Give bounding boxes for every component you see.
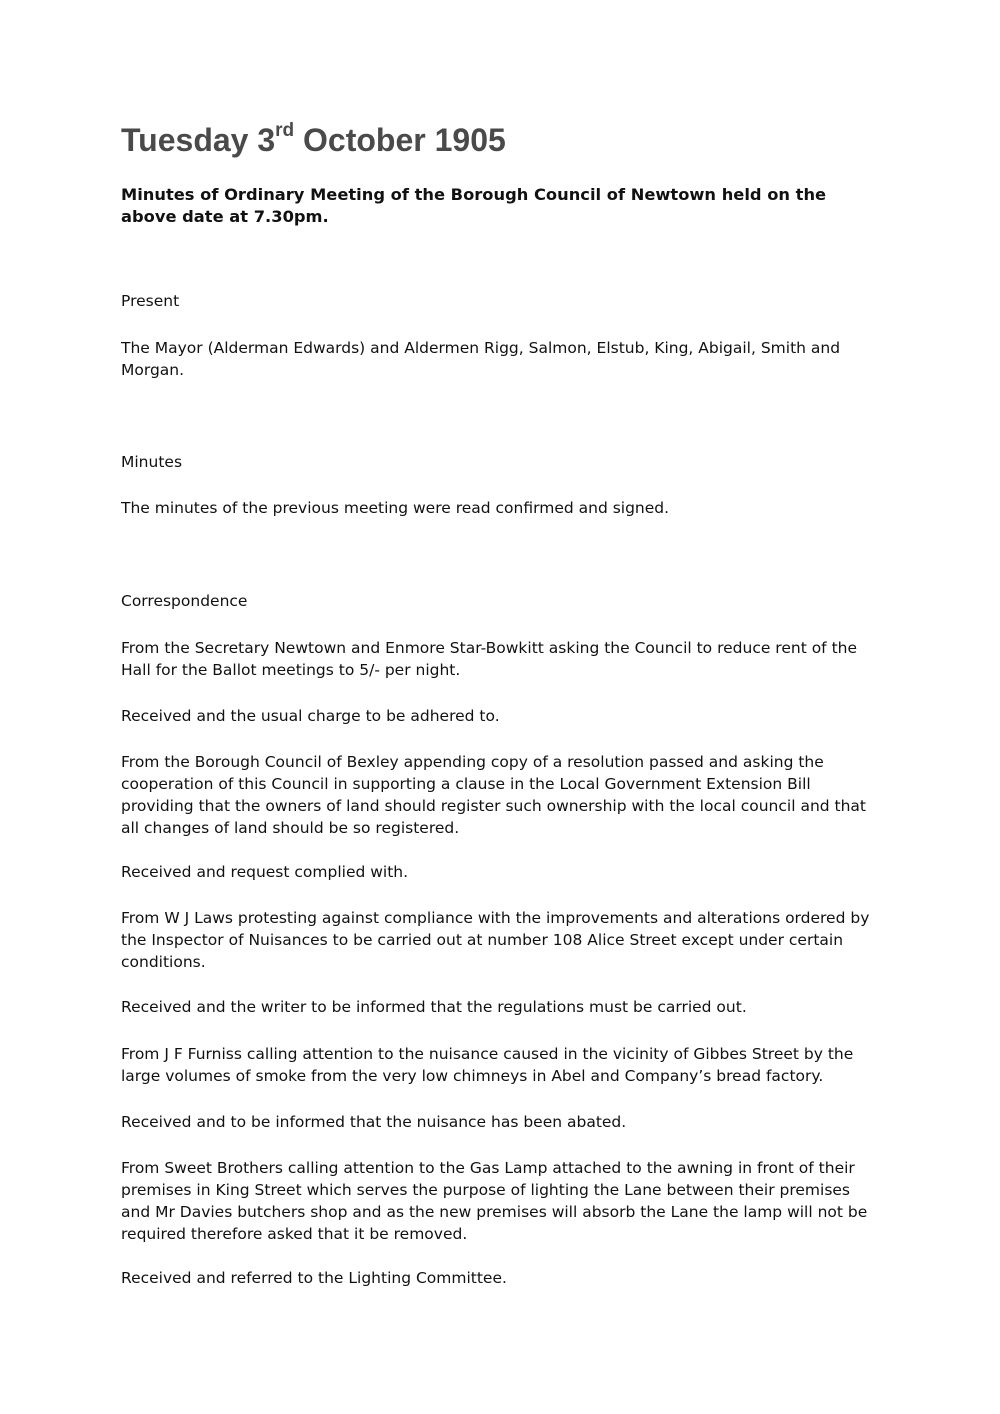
correspondence-paragraph: From J F Furniss calling attention to the nuisance caused in the vicinity of Gibbes Street by the large volumes of smoke from the very low chimneys in Abel and Company’s bread factory.	[121, 1045, 854, 1085]
title-date-prefix: Tuesday 3	[121, 122, 276, 158]
title-date-suffix: October 1905	[294, 122, 506, 158]
correspondence-paragraph: Received and to be informed that the nuisance has been abated.	[121, 1113, 627, 1131]
meeting-subtitle: Minutes of Ordinary Meeting of the Borough Council of Newtown held on the above date at 7.30pm.	[121, 185, 827, 226]
page-title	[121, 118, 506, 162]
present-attendees-text: The Mayor (Alderman Edwards) and Aldermen Rigg, Salmon, Elstub, King, Abigail, Smith and Morgan.	[121, 339, 841, 379]
section-heading-present: Present	[121, 292, 180, 310]
section-heading-minutes: Minutes	[121, 453, 183, 471]
correspondence-paragraph: From Sweet Brothers calling attention to the Gas Lamp attached to the awning in front of their premises in King Street which serves the purpose of lighting the Lane between their premises and Mr Davies butchers shop and as the new premises will absorb the Lane the lamp will not be required therefore asked that it be removed.	[121, 1159, 868, 1243]
correspondence-paragraph: Received and the writer to be informed that the regulations must be carried out.	[121, 998, 747, 1016]
title-ordinal-suffix: rd	[275, 120, 295, 142]
correspondence-paragraph: From the Secretary Newtown and Enmore Star-Bowkitt asking the Council to reduce rent of the Hall for the Ballot meetings to 5/- per night.	[121, 639, 858, 679]
correspondence-paragraph: Received and referred to the Lighting Committee.	[121, 1269, 507, 1287]
correspondence-paragraph: From W J Laws protesting against compliance with the improvements and alterations ordered by the Inspector of Nuisances to be carried out at number 108 Alice Street except under certain conditions.	[121, 909, 870, 971]
minutes-text: The minutes of the previous meeting were read confirmed and signed.	[121, 499, 670, 517]
section-heading-correspondence: Correspondence	[121, 592, 248, 610]
correspondence-paragraph: From the Borough Council of Bexley appending copy of a resolution passed and asking the cooperation of this Council in supporting a clause in the Local Government Extension Bill providing that the owners of land should register such ownership with the local council and that all changes of land should be so registered.	[121, 753, 867, 837]
correspondence-paragraph: Received and the usual charge to be adhered to.	[121, 707, 500, 725]
correspondence-paragraph: Received and request complied with.	[121, 863, 409, 881]
